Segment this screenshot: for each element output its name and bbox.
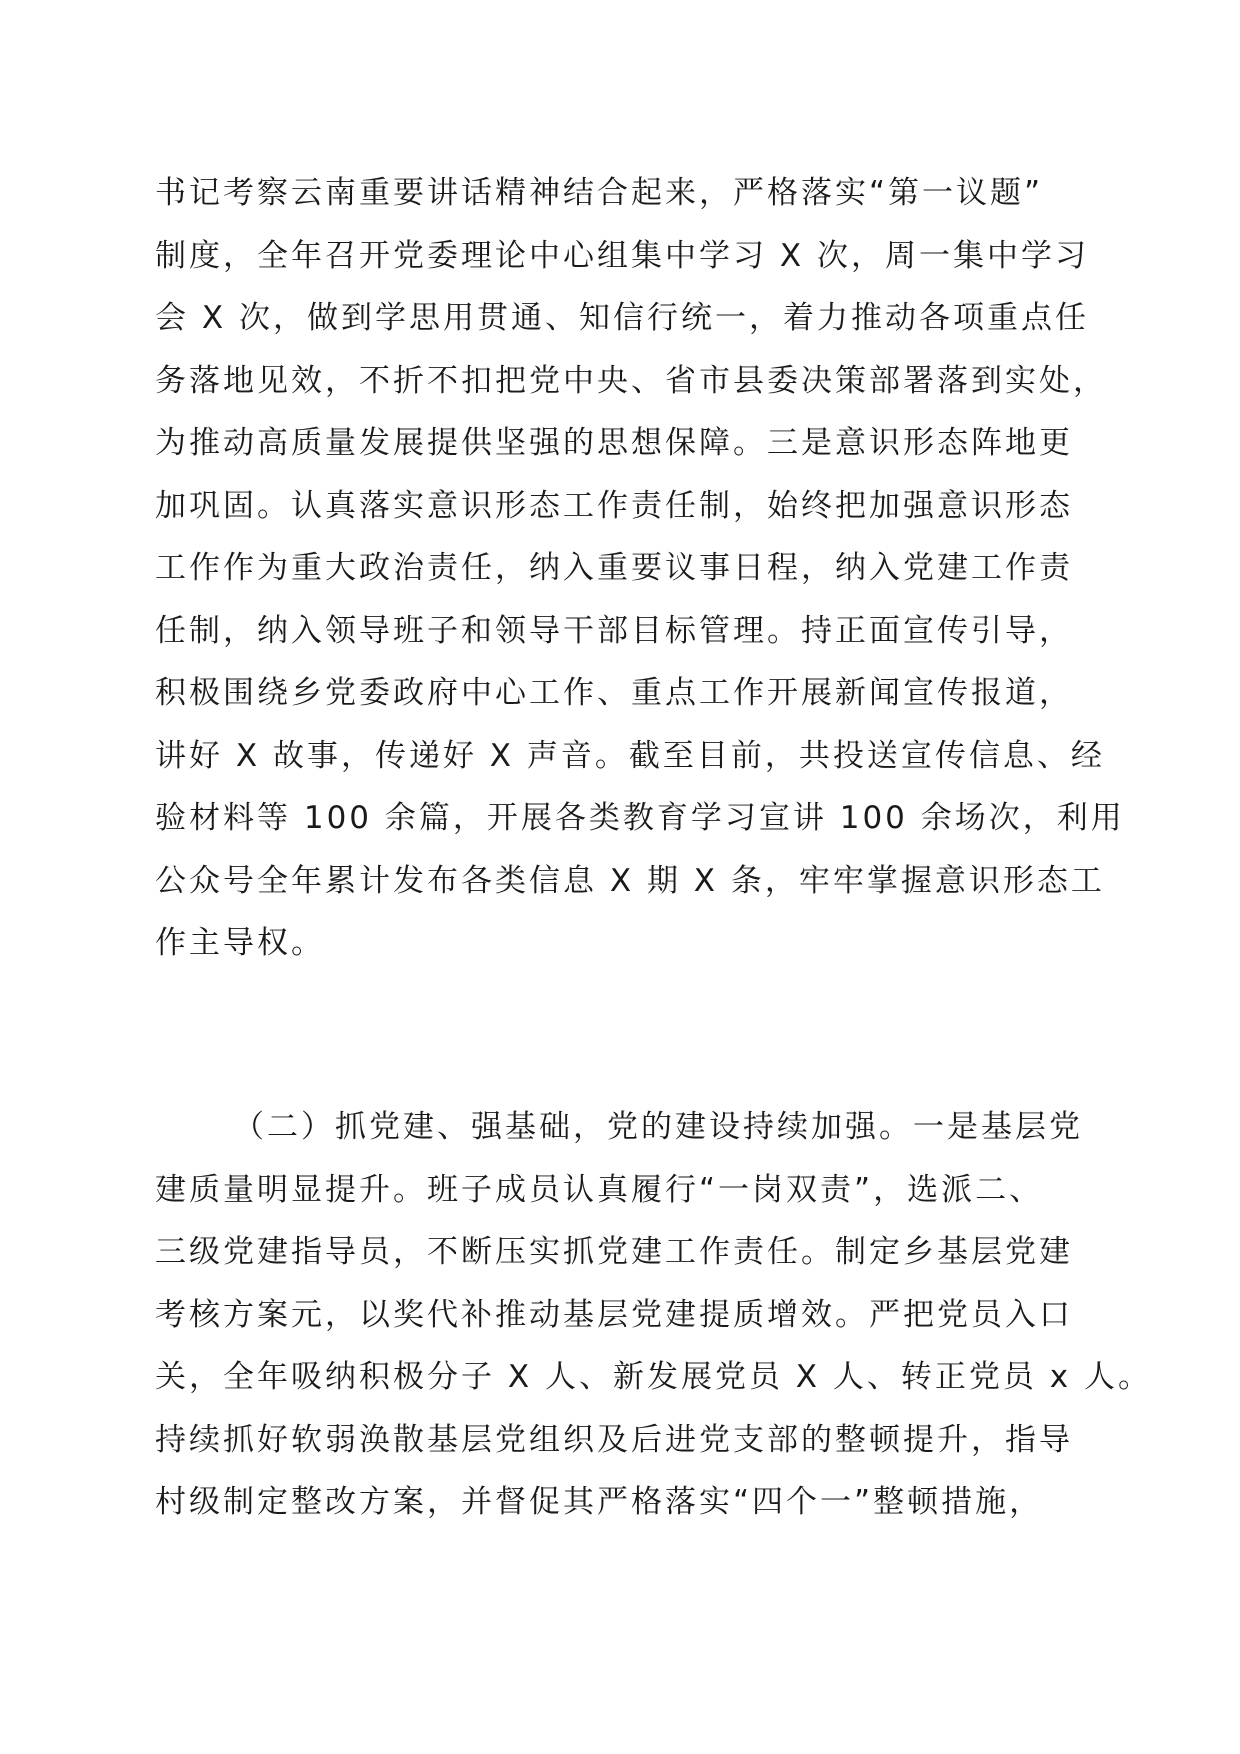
paragraph-party-building bbox=[155, 1096, 1152, 1534]
paragraph-line: 任制，纳入领导班子和领导干部目标管理。持正面宣传引导， bbox=[155, 612, 1073, 649]
paragraph-line: 制度，全年召开党委理论中心组集中学习 X 次，周一集中学习 bbox=[155, 237, 1089, 274]
paragraph-line: 加巩固。认真落实意识形态工作责任制，始终把加强意识形态 bbox=[155, 487, 1073, 524]
paragraph-line: 三级党建指导员，不断压实抓党建工作责任。制定乡基层党建 bbox=[155, 1234, 1073, 1270]
paragraph-line: 会 X 次，做到学思用贯通、知信行统一，着力推动各项重点任 bbox=[155, 300, 1089, 336]
paragraph-line: 积极围绕乡党委政府中心工作、重点工作开展新闻宣传报道， bbox=[155, 675, 1073, 711]
paragraph-line: 验材料等 100 余篇，开展各类教育学习宣讲 100 余场次，利用 bbox=[155, 800, 1125, 836]
paragraph-line: 关，全年吸纳积极分子 X 人、新发展党员 X 人、转正党员 x 人。 bbox=[155, 1359, 1152, 1395]
section-heading-line: （二）抓党建、强基础，党的建设持续加强。一是基层党 bbox=[233, 1109, 1083, 1145]
paragraph-line: 持续抓好软弱涣散基层党组织及后进党支部的整顿提升，指导 bbox=[155, 1421, 1073, 1458]
paragraph-line: 建质量明显提升。班子成员认真履行“一岗双责”，选派二、 bbox=[155, 1171, 1044, 1208]
paragraph-line: 为推动高质量发展提供坚强的思想保障。三是意识形态阵地更 bbox=[155, 425, 1073, 461]
paragraph-line: 考核方案元，以奖代补推动基层党建提质增效。严把党员入口 bbox=[155, 1296, 1073, 1333]
paragraph-line: 村级制定整改方案，并督促其严格落实“四个一”整顿措施， bbox=[155, 1484, 1044, 1520]
paragraph-line: 公众号全年累计发布各类信息 X 期 X 条，牢牢掌握意识形态工 bbox=[155, 862, 1105, 899]
paragraph-ideology-work bbox=[155, 162, 1125, 975]
paragraph-line: 书记考察云南重要讲话精神结合起来，严格落实“第一议题” bbox=[155, 175, 1044, 211]
paragraph-line: 讲好 X 故事，传递好 X 声音。截至目前，共投送宣传信息、经 bbox=[155, 737, 1105, 774]
paragraph-line: 作主导权。 bbox=[155, 925, 325, 961]
paragraph-line: 工作作为重大政治责任，纳入重要议事日程，纳入党建工作责 bbox=[155, 550, 1073, 586]
paragraph-line: 务落地见效，不折不扣把党中央、省市县委决策部署落到实处， bbox=[155, 362, 1107, 399]
